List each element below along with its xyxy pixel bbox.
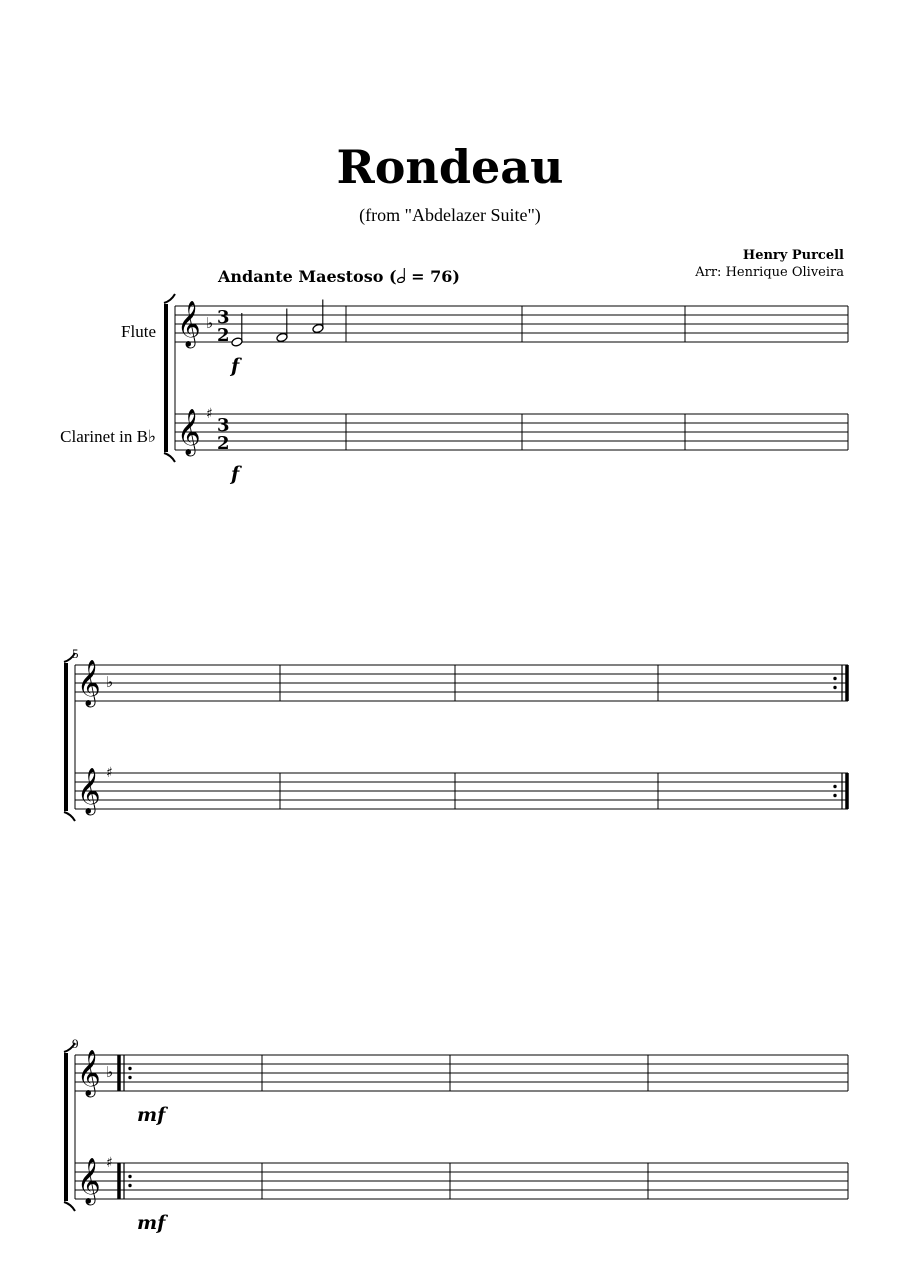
- dynamic-marking: f: [231, 355, 240, 377]
- dynamic-marking: mf: [137, 1104, 166, 1126]
- measure-number-9: 9: [72, 1036, 79, 1051]
- sharp-key-signature-icon: ♯: [106, 1155, 113, 1171]
- arranger-name: Arr: Henrique Oliveira: [695, 265, 844, 280]
- repeat-dot: [128, 1067, 131, 1070]
- sharp-key-signature-icon: ♯: [206, 406, 213, 422]
- dynamic-marking: f: [231, 463, 240, 485]
- dynamic-marking: mf: [137, 1212, 166, 1234]
- repeat-dot: [128, 1184, 131, 1187]
- treble-clef-icon: 𝄞: [177, 409, 201, 455]
- piece-subtitle: (from "Abdelazer Suite"): [359, 205, 541, 225]
- piece-title: Rondeau: [336, 140, 564, 194]
- bracket-curl-bottom: [164, 453, 175, 462]
- time-signature-numerator: 3: [217, 415, 230, 436]
- repeat-dot: [833, 794, 836, 797]
- time-signature-denominator: 2: [217, 325, 230, 346]
- tempo-close-paren: ): [452, 267, 460, 286]
- treble-clef-icon: 𝄞: [177, 301, 201, 347]
- flat-key-signature-icon: ♭: [206, 314, 214, 332]
- repeat-dot: [833, 785, 836, 788]
- repeat-dot: [128, 1175, 131, 1178]
- repeat-dot: [833, 677, 836, 680]
- bracket-curl-bottom: [64, 812, 75, 821]
- flat-key-signature-icon: ♭: [106, 673, 114, 691]
- time-signature-numerator: 3: [217, 307, 230, 328]
- instrument-label-flute: Flute: [121, 322, 156, 341]
- tempo-text: Andante Maestoso: [218, 267, 384, 286]
- repeat-dot: [833, 686, 836, 689]
- treble-clef-icon: 𝄞: [77, 1050, 101, 1096]
- sharp-key-signature-icon: ♯: [106, 765, 113, 781]
- tempo-bpm: = 76: [411, 267, 453, 286]
- time-signature-denominator: 2: [217, 433, 230, 454]
- treble-clef-icon: 𝄞: [77, 1158, 101, 1204]
- bracket-curl-top: [64, 653, 75, 662]
- treble-clef-icon: 𝄞: [77, 768, 101, 814]
- bracket-curl-top: [164, 294, 175, 303]
- composer-name: Henry Purcell: [742, 248, 844, 263]
- repeat-dot: [128, 1076, 131, 1079]
- instrument-label-clarinet: Clarinet in B♭: [60, 427, 156, 446]
- bracket-curl-top: [64, 1043, 75, 1052]
- measure-number-5: 5: [72, 646, 79, 661]
- tempo-open-paren: (: [388, 267, 397, 286]
- flat-key-signature-icon: ♭: [106, 1063, 114, 1081]
- bracket-curl-bottom: [64, 1202, 75, 1211]
- treble-clef-icon: 𝄞: [77, 660, 101, 706]
